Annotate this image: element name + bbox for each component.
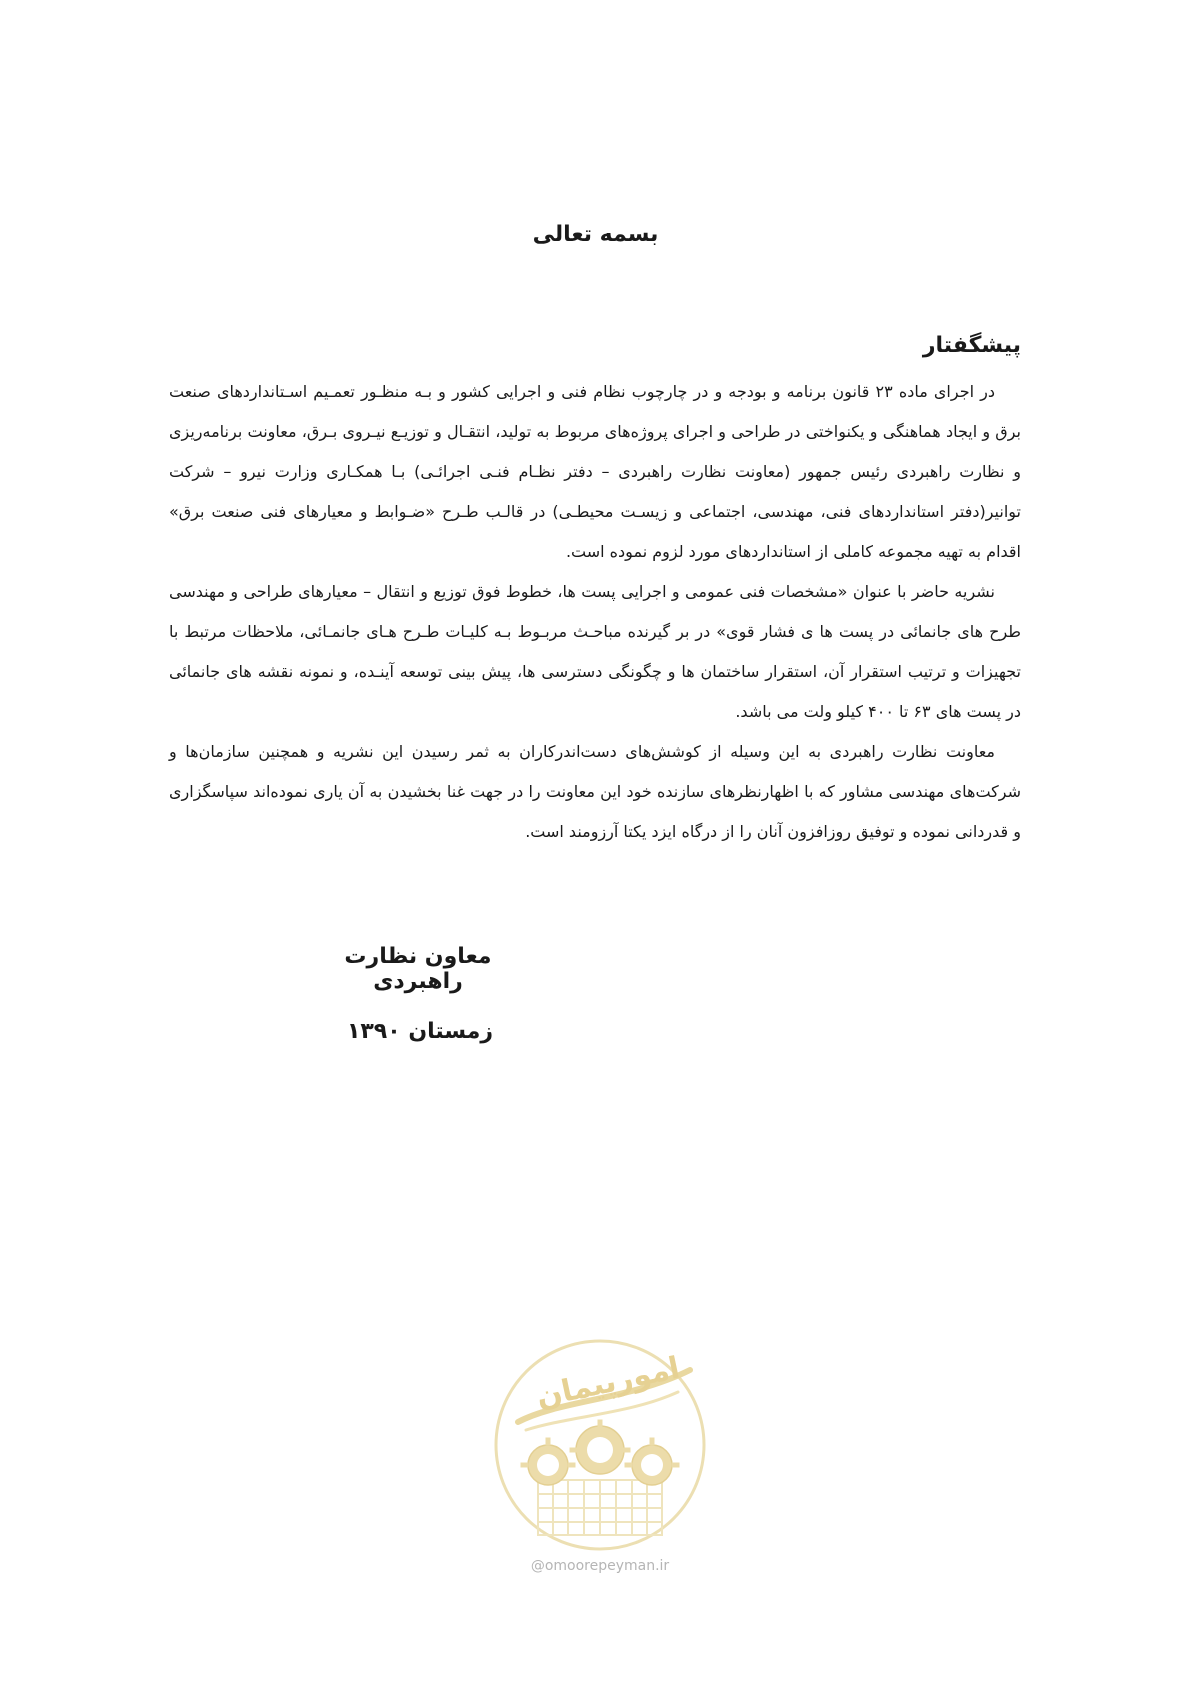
paragraph-2: نشریه حاضر با عنوان «مشخصات فنی عمومی و اجرایی پست ها، خطوط فوق توزیع و انتقال – معیارهای طراحی و مهندسی طرح های جانمائی در پست ها ی فشار قوی» در بر گیرنده مباحـث مربـوط بـه کلیـات طـرح هـای جانمـائی، ملاحظات مرتبط با تجهیزات و ترتیب استقرار آن، استقرار ساختمان ها و چگونگی دسترسی ها، پیش بینی توسعه آینـده، و نمونه نقشه های جانمائی در پست های ۶۳ تا ۴۰۰ کیلو ولت می باشد. [169, 582, 1021, 721]
invocation-title: بسمه تعالی [532, 222, 659, 247]
watermark-logo-text: امورپیمان [533, 1350, 683, 1415]
date-line: زمستان ۱۳۹۰ [346, 1019, 494, 1044]
preface-body [169, 372, 1021, 852]
signatory-title: معاون نظارت راهبردی [344, 944, 492, 994]
paragraph-3: معاونت نظارت راهبردی به این وسیله از کوشش‌های دست‌اندرکاران به ثمر رسیدن این نشریه و همچنین سازمان‌ها و شرکت‌های مهندسی مشاور که با اظهارنظرهای سازنده خود این معاونت را در جهت غنا بخشیدن به آن یاری نموده‌اند سپاسگزاری و قدردانی نموده و توفیق روزافزون آنان را از درگاه ایزد یکتا آرزومند است. [169, 742, 1021, 841]
section-heading: پیشگفتار [922, 333, 1021, 358]
watermark-logo-icon [490, 1330, 710, 1560]
watermark-url: @omoorepeyman.ir [530, 1558, 670, 1574]
paragraph-1: در اجرای ماده ۲۳ قانون برنامه و بودجه و در چارچوب نظام فنی و اجرایی کشور و بـه منظـور تعمـیم اسـتانداردهای صنعت برق و ایجاد هماهنگی و یکنواختی در طراحی و اجرای پروژه‌های مربوط به تولید، انتقـال و توزیـع نیـروی بـرق، معاونت برنامه‌ریزی و نظارت راهبردی رئیس جمهور (معاونت نظارت راهبردی – دفتر نظـام فنـی اجرائـی) بـا همکـاری وزارت نیرو – شرکت توانیر(دفتر استانداردهای فنی، مهندسی، اجتماعی و زیسـت محیطـی) در قالـب طـرح «ضـوابط و معیارهای فنی صنعت برق» اقدام به تهیه مجموعه کاملی از استانداردهای مورد لزوم نموده است. [169, 382, 1021, 561]
